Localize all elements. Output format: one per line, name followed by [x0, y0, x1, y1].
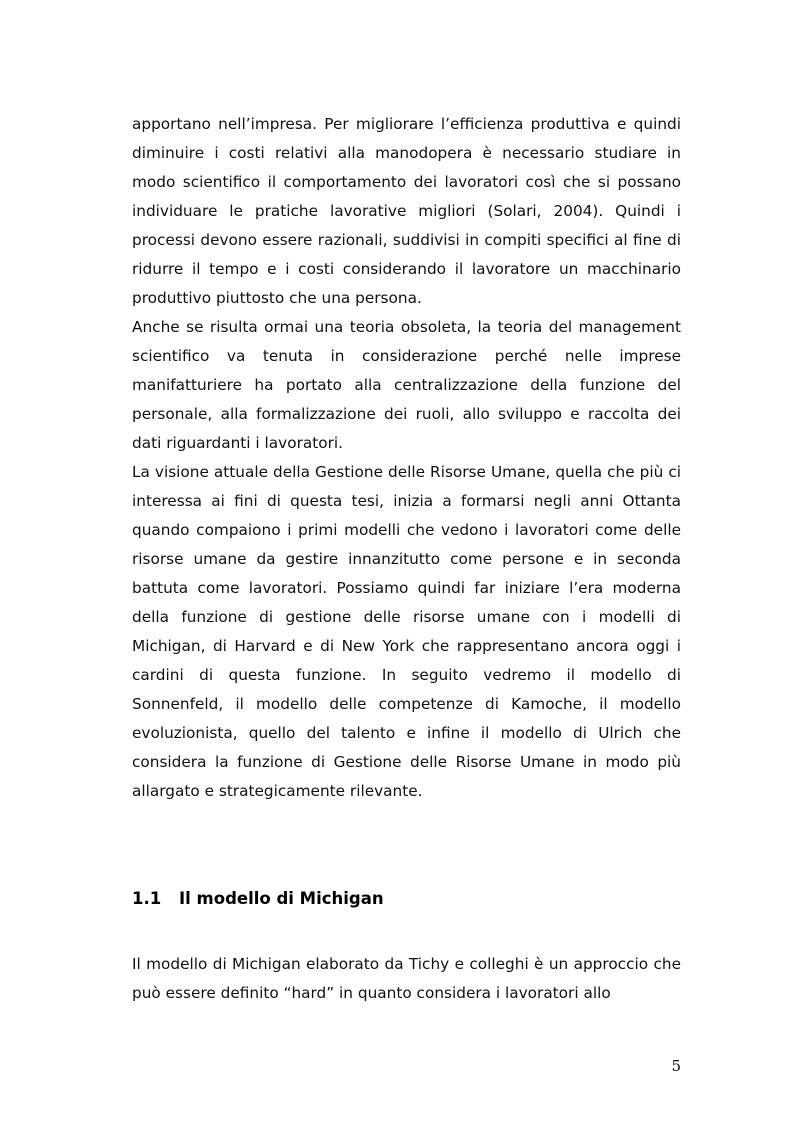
- section-paragraph: Il modello di Michigan elaborato da Tichy e colleghi è un approccio che può essere definito “hard” in quanto considera i lavoratori allo: [132, 955, 681, 1002]
- paragraph-1: apportano nell’impresa. Per migliorare l’efficienza produttiva e quindi diminuire i costi relativi alla manodopera è necessario studiare in modo scientifico il comportamento dei lavoratori così che si possano individuare le pratiche lavorative migliori (Solari, 2004). Quindi i processi devono essere razionali, suddivisi in compiti specifici al fine di ridurre il tempo e i costi considerando il lavoratore un macchinario produttivo piuttosto che una persona.: [132, 115, 681, 307]
- paragraph-3: La visione attuale della Gestione delle Risorse Umane, quella che più ci interessa ai fini di questa tesi, inizia a formarsi negli anni Ottanta quando compaiono i primi modelli che vedono i lavoratori come delle risorse umane da gestire innanzitutto come persone e in seconda battuta come lavoratori. Possiamo quindi far iniziare l’era moderna della funzione di gestione delle risorse umane con i modelli di Michigan, di Harvard e di New York che rappresentano ancora oggi i cardini di questa funzione. In seguito vedremo il modello di Sonnenfeld, il modello delle competenze di Kamoche, il modello evoluzionista, quello del talento e infine il modello di Ulrich che considera la funzione di Gestione delle Risorse Umane in modo più allargato e strategicamente rilevante.: [132, 463, 681, 800]
- section-title: Il modello di Michigan: [179, 889, 384, 908]
- page-number: 5: [671, 1057, 681, 1075]
- paragraph-2: Anche se risulta ormai una teoria obsoleta, la teoria del management scientifico va tenuta in considerazione perché nelle imprese manifatturiere ha portato alla centralizzazione della funzione del personale, alla formalizzazione dei ruoli, allo sviluppo e raccolta dei dati riguardanti i lavoratori.: [132, 318, 681, 452]
- section-heading: [132, 884, 681, 913]
- section-number: 1.1: [132, 889, 162, 908]
- section-body: [132, 950, 681, 1008]
- body-text: [132, 110, 681, 806]
